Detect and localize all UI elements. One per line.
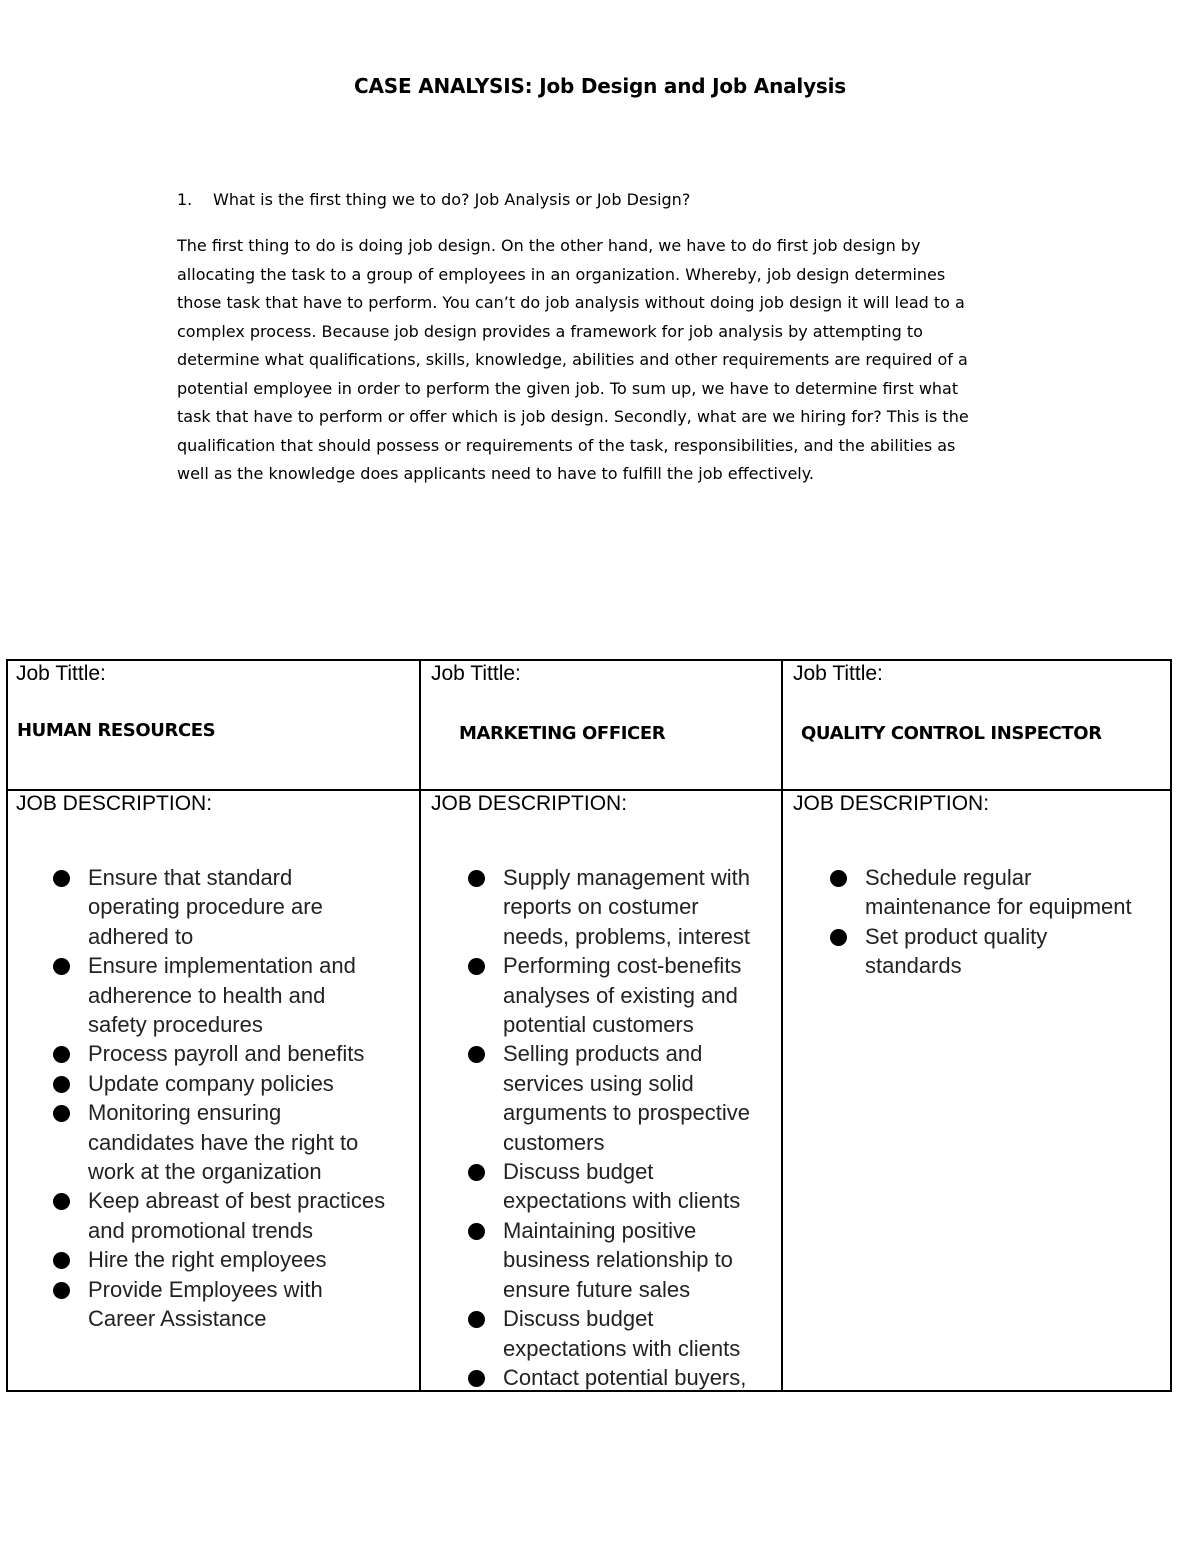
duty-list (53, 863, 413, 1334)
duty-line: maintenance for equipment (865, 894, 1132, 920)
duty-line: ensure future sales (503, 1276, 691, 1302)
list-item (53, 863, 413, 951)
duty-line: Performing cost-benefits (503, 953, 742, 979)
list-item (830, 863, 1166, 922)
answer-line: those task that have to perform. You can’t do job analysis without doing job design it will lead to a (177, 293, 965, 312)
list-item (53, 1098, 413, 1186)
duty-line: Ensure that standard (88, 865, 293, 890)
bullet-icon (53, 958, 70, 975)
table-col-divider-1 (419, 659, 421, 1392)
list-item (468, 1216, 778, 1304)
duty-line: reports on costumer (503, 894, 699, 920)
job-description-label: JOB DESCRIPTION: (793, 792, 990, 815)
duty-line: Contact potential buyers, (503, 1364, 747, 1390)
duty-line: Selling products and (503, 1041, 703, 1067)
duty-list (468, 863, 778, 1392)
table-right-border (1170, 659, 1172, 1392)
table-col-divider-2 (781, 659, 783, 1392)
question-text: What is the first thing we to do? Job Analysis or Job Design? (213, 190, 691, 209)
answer-line: The first thing to do is doing job design. On the other hand, we have to do first job design by (177, 236, 921, 255)
question-1 (177, 190, 690, 209)
duty-line: Discuss budget (503, 1306, 654, 1332)
duty-line: Schedule regular (865, 865, 1032, 890)
duty-line: adhered to (88, 923, 194, 949)
answer-line: task that have to perform or offer which is job design. Secondly, what are we hiring for? This is the (177, 407, 969, 426)
duty-line: safety procedures (88, 1012, 263, 1038)
duty-line: expectations with clients (503, 1188, 741, 1214)
job-title-label: Job Tittle: (16, 662, 106, 685)
answer-line: determine what qualifications, skills, knowledge, abilities and other requirements are required of a (177, 350, 968, 369)
list-item (468, 951, 778, 1039)
duty-line: services using solid (503, 1070, 694, 1096)
list-item (53, 1275, 413, 1334)
duty-line: arguments to prospective (503, 1100, 751, 1126)
bullet-icon (468, 1164, 485, 1181)
answer-line: complex process. Because job design provides a framework for job analysis by attempting to (177, 321, 923, 341)
answer-line: potential employee in order to perform the given job. To sum up, we have to determine first what (177, 378, 959, 398)
duty-line: Keep abreast of best practices (88, 1188, 386, 1214)
job-title-value: HUMAN RESOURCES (17, 720, 216, 741)
list-item (53, 1186, 413, 1245)
answer-line: qualification that should possess or requirements of the task, responsibilities, and the abilities as (177, 435, 956, 455)
document-title: CASE ANALYSIS: Job Design and Job Analysis (354, 74, 846, 98)
table-top-border (6, 659, 1172, 661)
duty-line: Ensure implementation and (88, 953, 356, 979)
bullet-icon (53, 1046, 70, 1063)
bullet-icon (830, 929, 847, 946)
table-row-divider (6, 789, 1172, 791)
job-description-label: JOB DESCRIPTION: (16, 792, 213, 815)
duty-line: Update company policies (88, 1070, 334, 1096)
bullet-icon (53, 1076, 70, 1093)
duty-line: and promotional trends (88, 1217, 314, 1243)
duty-line: Discuss budget (503, 1159, 654, 1185)
duty-line: Process payroll and benefits (88, 1041, 365, 1067)
bullet-icon (53, 1193, 70, 1210)
list-item (53, 951, 413, 1039)
list-item (468, 1157, 778, 1216)
job-title-label: Job Tittle: (793, 662, 883, 685)
duty-line: candidates have the right to (88, 1129, 359, 1155)
duty-line: Monitoring ensuring (88, 1100, 282, 1126)
duty-line: Hire the right employees (88, 1247, 327, 1273)
answer-paragraph (177, 232, 1057, 489)
answer-line: well as the knowledge does applicants need to have to fulfill the job effectively. (177, 464, 815, 483)
bullet-icon (830, 870, 847, 887)
bullet-icon (468, 1311, 485, 1328)
duty-line: customers (503, 1129, 605, 1155)
list-item (468, 1363, 778, 1392)
list-item (53, 1245, 413, 1274)
duty-line: Supply management with (503, 865, 751, 890)
duty-line: potential customers (503, 1012, 694, 1038)
duty-line: adherence to health and (88, 982, 326, 1008)
duty-line: Provide Employees with (88, 1276, 323, 1302)
duty-line: business relationship to (503, 1247, 733, 1273)
duty-list (830, 863, 1166, 981)
list-item (468, 1304, 778, 1363)
bullet-icon (53, 1105, 70, 1122)
duty-line: work at the organization (88, 1159, 322, 1185)
job-title-value: MARKETING OFFICER (459, 723, 666, 744)
list-item (53, 1039, 413, 1068)
answer-line: allocating the task to a group of employees in an organization. Whereby, job design determines (177, 264, 946, 284)
job-title-value: QUALITY CONTROL INSPECTOR (801, 723, 1102, 744)
duty-line: Maintaining positive (503, 1217, 697, 1243)
duty-line: operating procedure are (88, 894, 323, 920)
job-description-label: JOB DESCRIPTION: (431, 792, 628, 815)
bullet-icon (468, 1223, 485, 1240)
bullet-icon (53, 1252, 70, 1269)
table-left-border (6, 659, 8, 1392)
job-title-label: Job Tittle: (431, 662, 521, 685)
bullet-icon (468, 1370, 485, 1387)
duty-line: needs, problems, interest (503, 923, 751, 949)
bullet-icon (468, 870, 485, 887)
bullet-icon (53, 870, 70, 887)
duty-line: expectations with clients (503, 1335, 741, 1361)
duty-line: Career Assistance (88, 1306, 267, 1332)
question-number: 1. (177, 190, 193, 209)
duty-line: analyses of existing and (503, 982, 738, 1008)
bullet-icon (468, 1046, 485, 1063)
duty-line: Set product quality (865, 923, 1048, 949)
bullet-icon (53, 1282, 70, 1299)
list-item (830, 922, 1166, 981)
bullet-icon (468, 958, 485, 975)
list-item (53, 1069, 413, 1098)
list-item (468, 863, 778, 951)
duty-line: standards (865, 953, 962, 979)
list-item (468, 1039, 778, 1157)
